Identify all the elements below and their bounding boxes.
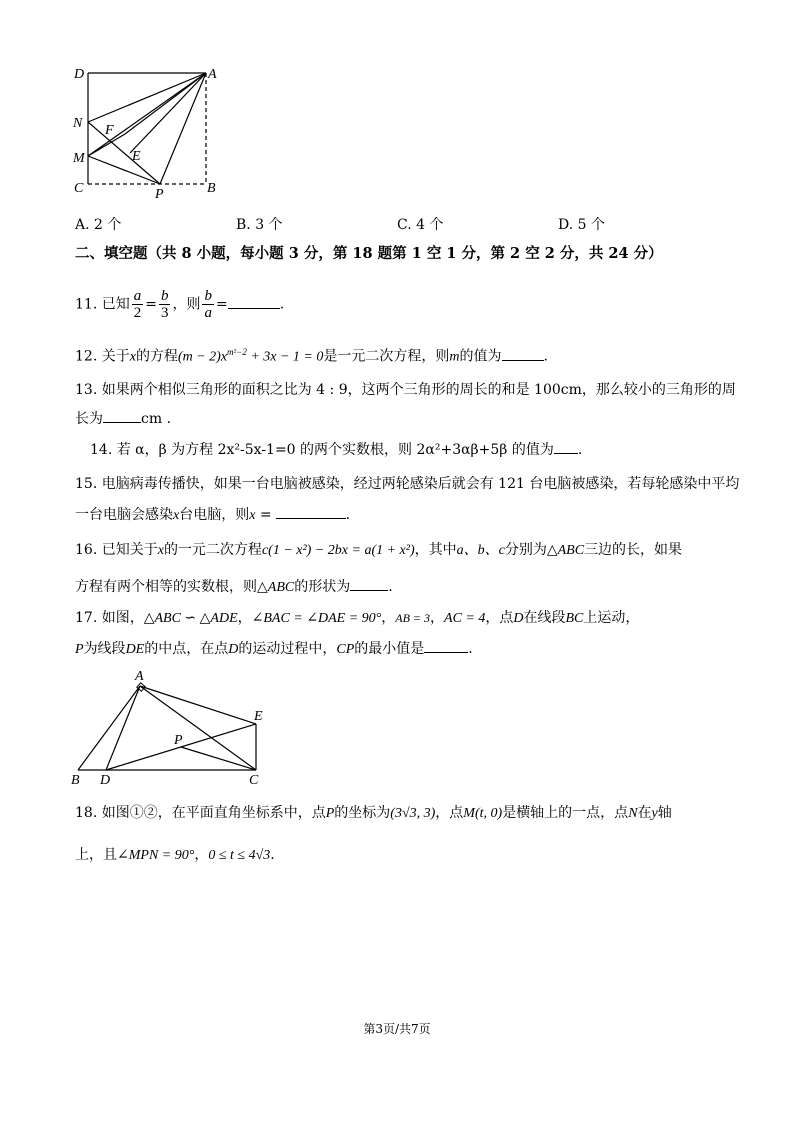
fraction-b-3: $\frac{b}{3}$ [160, 288, 169, 321]
question-15-line-2: 一台电脑会感染x台电脑，则x = . [75, 507, 351, 523]
label-P: P [174, 733, 183, 748]
question-14: 14. 若 α，β 为方程 2x²-5x-1=0 的两个实数根，则 2α²+3αβ+5β 的值为 . [90, 442, 583, 458]
answer-blank-14[interactable] [554, 441, 578, 454]
label-C: C [249, 773, 259, 788]
label-D: D [74, 67, 85, 82]
question-17-line-2: P为线段DE的中点，在点D的运动过程中，CP的最小值是 . [75, 641, 473, 657]
figure-1-square-diagram [70, 62, 230, 202]
label-A: A [135, 669, 144, 684]
side-AC [140, 686, 256, 770]
side-AE [140, 686, 256, 724]
option-a[interactable]: A. 2 个 [75, 217, 122, 233]
answer-blank-13[interactable] [103, 410, 141, 423]
q11-equals: = [145, 296, 157, 313]
label-A: A [208, 67, 217, 82]
label-P: P [155, 187, 164, 202]
fraction-b-a: $\frac{b}{a}$ [204, 288, 212, 321]
segment-PC [181, 747, 256, 770]
q11-prefix: 11. 已知 [75, 296, 130, 313]
question-13-line-2: 长为 cm . [75, 411, 172, 427]
q11-mid: ，则 [172, 296, 201, 313]
question-13-line-1: 13. 如果两个相似三角形的面积之比为 4 : 9，这两个三角形的周长的和是 100cm，那么较小的三角形的周 [75, 382, 736, 398]
option-b[interactable]: B. 3 个 [236, 217, 283, 233]
q12-equation-part: (m − 2)x [177, 349, 228, 365]
q12-equation-rest: + 3x − 1 = 0 [246, 349, 324, 365]
question-15-line-1: 15. 电脑病毒传播快，如果一台电脑被感染，经过两轮感染后就会有 121 台电脑被感染，若每轮感染中平均 [75, 476, 740, 492]
label-M: M [73, 151, 85, 166]
side-BA [78, 686, 140, 770]
label-F: F [105, 123, 114, 138]
label-D: D [100, 773, 111, 788]
answer-blank-15[interactable] [276, 506, 346, 519]
section-heading: 二、填空题（共 8 小题，每小题 3 分，第 18 题第 1 空 1 分，第 2 空 2 分，共 24 分） [75, 245, 663, 262]
fraction-a-2: $\frac{a}{2}$ [133, 288, 142, 321]
line-EA [130, 73, 206, 153]
answer-blank-12[interactable] [502, 348, 544, 361]
label-B: B [71, 773, 80, 788]
question-11: 11. 已知 $\frac{a}{2}$ = $\frac{b}{3}$ ，则 $\frac{b}{a}$ = . [75, 288, 285, 321]
label-E: E [132, 149, 141, 164]
figure-2-triangle-diagram [68, 664, 278, 788]
question-12: 12. 关于x的方程$(m - 2)x^{m^2-2} + 3x - 1 = 0$是一元二次方程，则m的值为 . [75, 347, 548, 365]
label-B: B [207, 181, 216, 196]
answer-blank-17[interactable] [424, 640, 468, 653]
label-E: E [254, 709, 263, 724]
question-16-line-1: 16. 已知关于x的一元二次方程c(1 − x²) − 2bx = a(1 + x²)，其中a、b、c分别为△ABC三边的长，如果 [75, 542, 683, 558]
option-d[interactable]: D. 5 个 [558, 217, 605, 233]
side-DA [106, 686, 140, 770]
page-footer: 第3页/共7页 [363, 1022, 431, 1036]
line-MP [88, 156, 160, 184]
question-16-line-2: 方程有两个相等的实数根，则△ABC的形状为 . [75, 579, 393, 595]
label-C: C [74, 181, 84, 196]
answer-blank-11[interactable] [228, 296, 280, 309]
point-p-coordinates: (3√3, 3) [390, 806, 436, 821]
option-c[interactable]: C. 4 个 [397, 217, 444, 233]
q16-equation: c(1 − x²) − 2bx = a(1 + x²) [261, 543, 415, 558]
question-17-line-1: 17. 如图，△ABC ∽ △ADE，∠BAC = ∠DAE = 90°，AB = 3，AC = 4，点D在线段BC上运动， [75, 610, 640, 626]
q11-end: = [215, 296, 228, 313]
label-N: N [73, 116, 83, 131]
question-18-line-1: 18. 如图①②，在平面直角坐标系中，点P的坐标为(3√3, 3)，点M(t, 0)是横轴上的一点，点N在y轴 [75, 805, 672, 821]
question-18-line-2: 上，且∠MPN = 90°，0 ≤ t ≤ 4√3. [75, 847, 275, 863]
answer-blank-16[interactable] [350, 578, 388, 591]
